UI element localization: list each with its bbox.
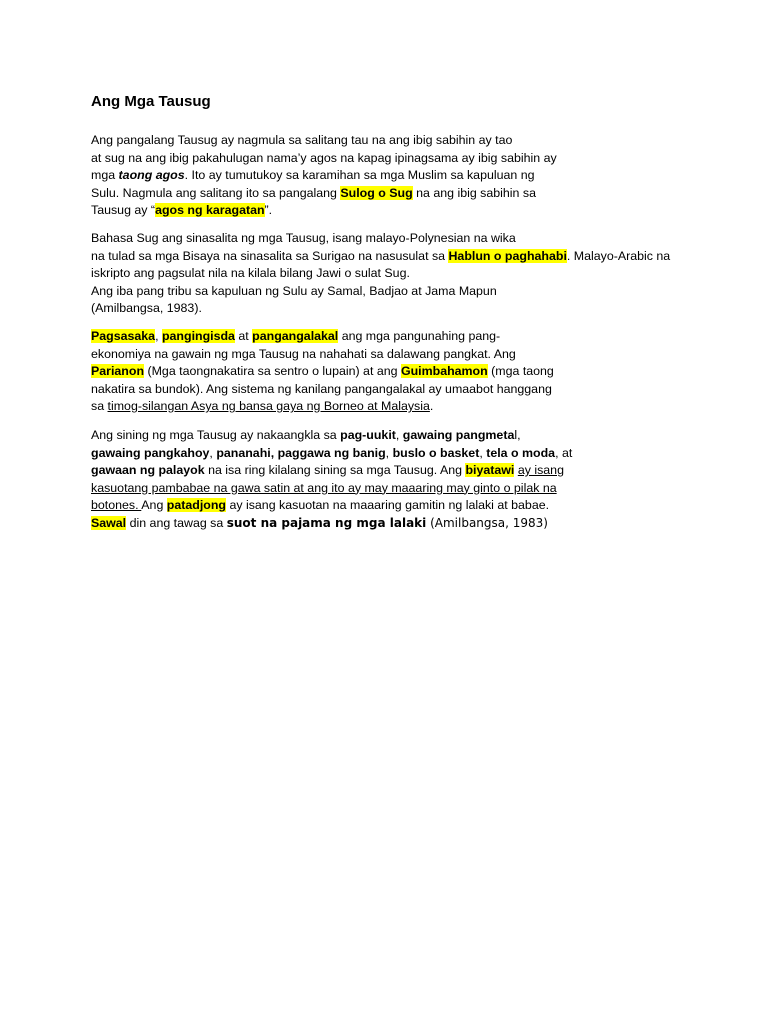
text-line (91, 398, 554, 416)
text-line (91, 150, 557, 168)
text-run: , at (555, 445, 573, 460)
highlighted-term: Guimbahamon (400, 364, 488, 378)
text-line (91, 167, 557, 185)
bold-term: buslo o basket (392, 445, 480, 460)
text-run: at sug na ang ibig pakahulugan nama’y agos na kapag ipinagsama ay ibig sabihin ay (91, 150, 557, 165)
highlighted-term: Sulog o Sug (340, 185, 413, 200)
text-run: ”. (264, 203, 273, 217)
highlighted-term: agos ng karagatan (155, 203, 265, 217)
bold-term: pag-uukit (340, 428, 396, 442)
highlighted-term: Sawal (91, 515, 127, 530)
text-line (91, 363, 554, 381)
highlighted-term: biyatawi (465, 463, 515, 477)
text-line (91, 265, 670, 283)
text-run: nakatira sa bundok). Ang sistema ng kanilang pangangalakal ay umaabot hanggang (91, 381, 552, 396)
bold-term: pananahi, paggawa ng banig (216, 445, 386, 460)
highlighted-term: pangangalakal (252, 329, 339, 343)
text-run: na isa ring kilalang sining sa mga Tausug. Ang (204, 463, 466, 477)
text-run: ang mga pangunahing pang- (338, 329, 501, 343)
text-line (91, 132, 557, 150)
text-run: na tulad sa mga Bisaya na sinasalita sa Surigao na nasusulat sa (91, 248, 449, 263)
text-run: Bahasa Sug ang sinasalita ng mga Tausug, isang malayo-Polynesian na wika (91, 231, 516, 245)
text-run: (Amilbangsa, 1983). (91, 301, 202, 315)
text-line (91, 300, 670, 318)
text-line (91, 185, 557, 203)
bold-term: gawaing pangkahoy (91, 445, 210, 460)
text-run: , (479, 445, 487, 460)
underlined-text: ay isang (517, 463, 564, 477)
underlined-text: timog-silangan Asya ng bansa gaya ng Borneo at Malaysia (107, 399, 430, 413)
text-run: . Malayo-Arabic na (566, 248, 671, 263)
underlined-text: kasuotang pambabae na gawa satin at ang ito ay may maaaring may ginto o pilak na (91, 480, 557, 495)
text-line (91, 202, 557, 220)
text-run: (mga taong (487, 364, 554, 378)
text-run: ay isang kasuotan na maaaring gamitin ng lalaki at babae. (226, 498, 550, 512)
text-line (91, 248, 670, 266)
text-run: at (234, 329, 253, 343)
bold-term: tela o moda (486, 445, 556, 460)
text-run: Ang pangalang Tausug ay nagmula sa salitang tau na ang ibig sabihin ay tao (91, 133, 513, 147)
paragraph-economy (91, 328, 554, 416)
bold-term: gawaan ng palayok (91, 463, 205, 477)
paragraph-arts (91, 427, 572, 532)
text-line (91, 515, 572, 533)
paragraph-origin (91, 132, 557, 220)
text-run: din ang tawag sa (126, 515, 227, 530)
text-run: ekonomiya na gawain ng mga Tausug na nahahati sa dalawang pangkat. Ang (91, 346, 516, 361)
text-run: mga (91, 168, 119, 182)
text-run: l, (514, 428, 521, 442)
highlighted-term: pangingisda (161, 329, 235, 343)
text-line (91, 328, 554, 346)
text-line (91, 427, 572, 445)
bold-term: suot na pajama ng mga lalaki (226, 515, 427, 530)
underlined-text: botones. (91, 498, 142, 512)
citation-text: (Amilbangsa, 1983) (426, 515, 548, 530)
text-line (91, 346, 554, 364)
text-run: , (395, 428, 403, 442)
text-line (91, 445, 572, 463)
text-run: , (209, 445, 217, 460)
text-line (91, 230, 670, 248)
text-run: , (155, 329, 162, 343)
highlighted-term: Parianon (91, 364, 145, 378)
document-title: Ang Mga Tausug (91, 93, 211, 110)
text-run: Ang sining ng mga Tausug ay nakaangkla sa (91, 428, 341, 442)
highlighted-term: Pagsasaka (91, 329, 156, 343)
text-run: iskripto ang pagsulat nila na kilala bilang Jawi o sulat Sug. (91, 266, 410, 280)
text-run: , (385, 445, 393, 460)
text-line (91, 480, 572, 498)
text-run: Tausug ay “ (91, 203, 156, 217)
text-run: Sulu. Nagmula ang salitang ito sa pangalang (91, 185, 341, 200)
text-run: . Ito ay tumutukoy sa karamihan sa mga Muslim sa kapuluan ng (184, 168, 535, 182)
text-line (91, 462, 572, 480)
text-run: sa (91, 399, 108, 413)
text-run: (Mga taongnakatira sa sentro o lupain) at ang (144, 364, 401, 378)
text-line (91, 381, 554, 399)
text-line (91, 283, 670, 301)
text-run: Ang iba pang tribu sa kapuluan ng Sulu ay Samal, Badjao at Jama Mapun (91, 283, 497, 298)
text-run: Ang (141, 498, 167, 512)
highlighted-term: patadjong (166, 498, 226, 512)
paragraph-language (91, 230, 670, 318)
text-run: . (429, 399, 434, 413)
bold-term: gawaing pangmeta (402, 428, 515, 442)
text-line (91, 497, 572, 515)
highlighted-term: Hablun o paghahabi (448, 248, 567, 263)
text-run: na ang ibig sabihin sa (412, 185, 536, 200)
emphasized-term: taong agos (118, 168, 185, 182)
